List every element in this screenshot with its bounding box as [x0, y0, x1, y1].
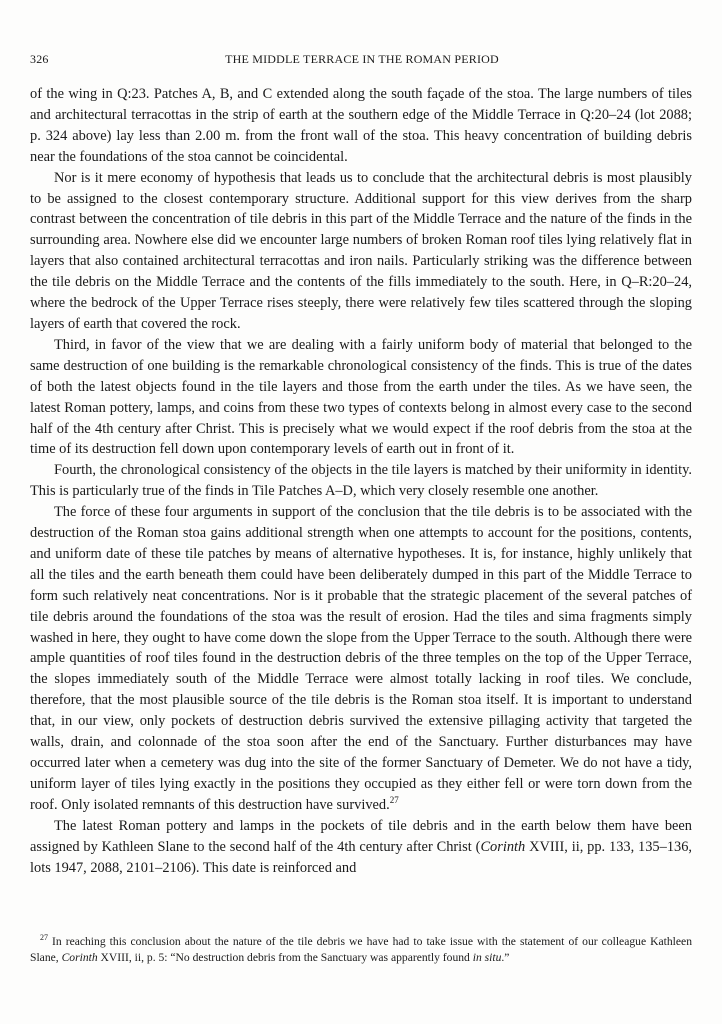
running-title: THE MIDDLE TERRACE IN THE ROMAN PERIOD [225, 52, 499, 66]
paragraph-1: of the wing in Q:23. Patches A, B, and C extended along the south façade of the stoa. The large numbers of tiles and architectural terracottas in the strip of earth at the southern edge of the Middle Terrace in Q:20–24 (lot 2088; p. 324 above) lay less than 2.00 m. from the front wall of the stoa. This heavy concentration of building debris near the foundations of the stoa cannot be coincidental. [30, 86, 692, 165]
paragraph-6-text-a: The latest Roman pottery and lamps in the pockets of tile debris and in the earth below them have been assigned by Kathleen Slane to the second half of the 4th century after Christ ( [30, 817, 692, 855]
paragraph-6-italic-title: Corinth [480, 838, 526, 855]
footnote [30, 934, 692, 967]
paragraph-3: Third, in favor of the view that we are dealing with a fairly uniform body of material that belonged to the same destruction of one building is the remarkable chronological consistency of the finds. This is true of the dates of both the latest objects found in the tile layers and those from the earth under the tiles. As we have seen, the latest Roman pottery, lamps, and coins from these two types of contexts belong in almost every case to the second half of the 4th century after Christ. This is precisely what we would expect if the roof debris from the stoa at the time of its destruction fell down upon contemporary levels of earth out in front of it. [30, 336, 692, 458]
paragraph-5-text: The force of these four arguments in support of the conclusion that the tile debris is to be associated with the destruction of the Roman stoa gains additional strength when one attempts to account for the positions, contents, and uniform date of these tile patches by means of alternative hypotheses. It is, for instance, highly unlikely that all the tiles and the earth beneath them could have been deliberately dumped in this part of the Middle Terrace to form such relatively neat concentrations. Nor is it probable that the strategic placement of the several patches of tile debris around the foundations of the stoa was the result of erosion. Had the tiles and sima fragments simply washed in here, they ought to have come down the slope from the Upper Terrace to the south. Although there were ample quantities of roof tiles found in the destruction debris of the three temples on the top of the Upper Terrace, the slopes immediately south of the Middle Terrace were almost totally lacking in roof tiles. We conclude, therefore, that the most plausible source of the tile debris is the Roman stoa itself. It is important to understand that, in our view, only pockets of destruction debris survived the extensive pillaging activity that targeted the walls, drain, and colonnade of the stoa soon after the end of the Sanctuary. Further disturbances may have occurred later when a cemetery was dug into the site of the former Sanctuary of Demeter. We do not have a tidy, uniform layer of tiles lying exactly in the positions they occupied as they either fell or were torn down from the roof. Only isolated remnants of this destruction have survived. [30, 504, 692, 813]
footnote-27 [30, 934, 692, 967]
paragraph-6 [30, 816, 692, 879]
footnote-text-b: XVIII, ii, p. 5: “No destruction debris from the Sanctuary was apparently found [97, 951, 473, 965]
footnote-italic-title: Corinth [61, 951, 98, 965]
paragraph-6-text-b: XVIII, ii, pp. 133, 135–136, lots 1947, 2088, 2101–2106). This date is reinforced and [30, 838, 693, 876]
footnote-text-a: In reaching this conclusion about the nature of the tile debris we have had to take issue with the statement of our colleague Kathleen Slane, [30, 935, 692, 965]
page-number: 326 [30, 52, 49, 66]
body-text [30, 84, 692, 878]
paragraph-4: Fourth, the chronological consistency of the objects in the tile layers is matched by their uniformity in identity. This is particularly true of the finds in Tile Patches A–D, which very closely resemble one another. [30, 462, 692, 500]
footnote-reference[interactable]: 27 [389, 795, 399, 806]
footnote-text-c: .” [501, 951, 510, 965]
paragraph-2: Nor is it mere economy of hypothesis that leads us to conclude that the architectural debris is most plausibly to be assigned to the closest contemporary structure. Additional support for this view derives from the sharp contrast between the concentration of tile debris in this part of the Middle Terrace and the nature of the finds in the surrounding area. Nowhere else did we encounter large numbers of broken Roman roof tiles lying relatively flat in layers that also contained architectural terracottas and iron nails. Particularly striking was the difference between the tile debris on the Middle Terrace and the contents of the fills immediately to the south. Here, in Q–R:20–24, where the bedrock of the Upper Terrace rises steeply, there were relatively few tiles scattered through the sloping layers of earth that covered the rock. [30, 169, 692, 332]
paragraph-5 [30, 502, 692, 816]
footnote-number: 27 [40, 933, 48, 943]
footnote-italic-phrase: in situ [472, 951, 502, 965]
running-header [30, 52, 694, 70]
